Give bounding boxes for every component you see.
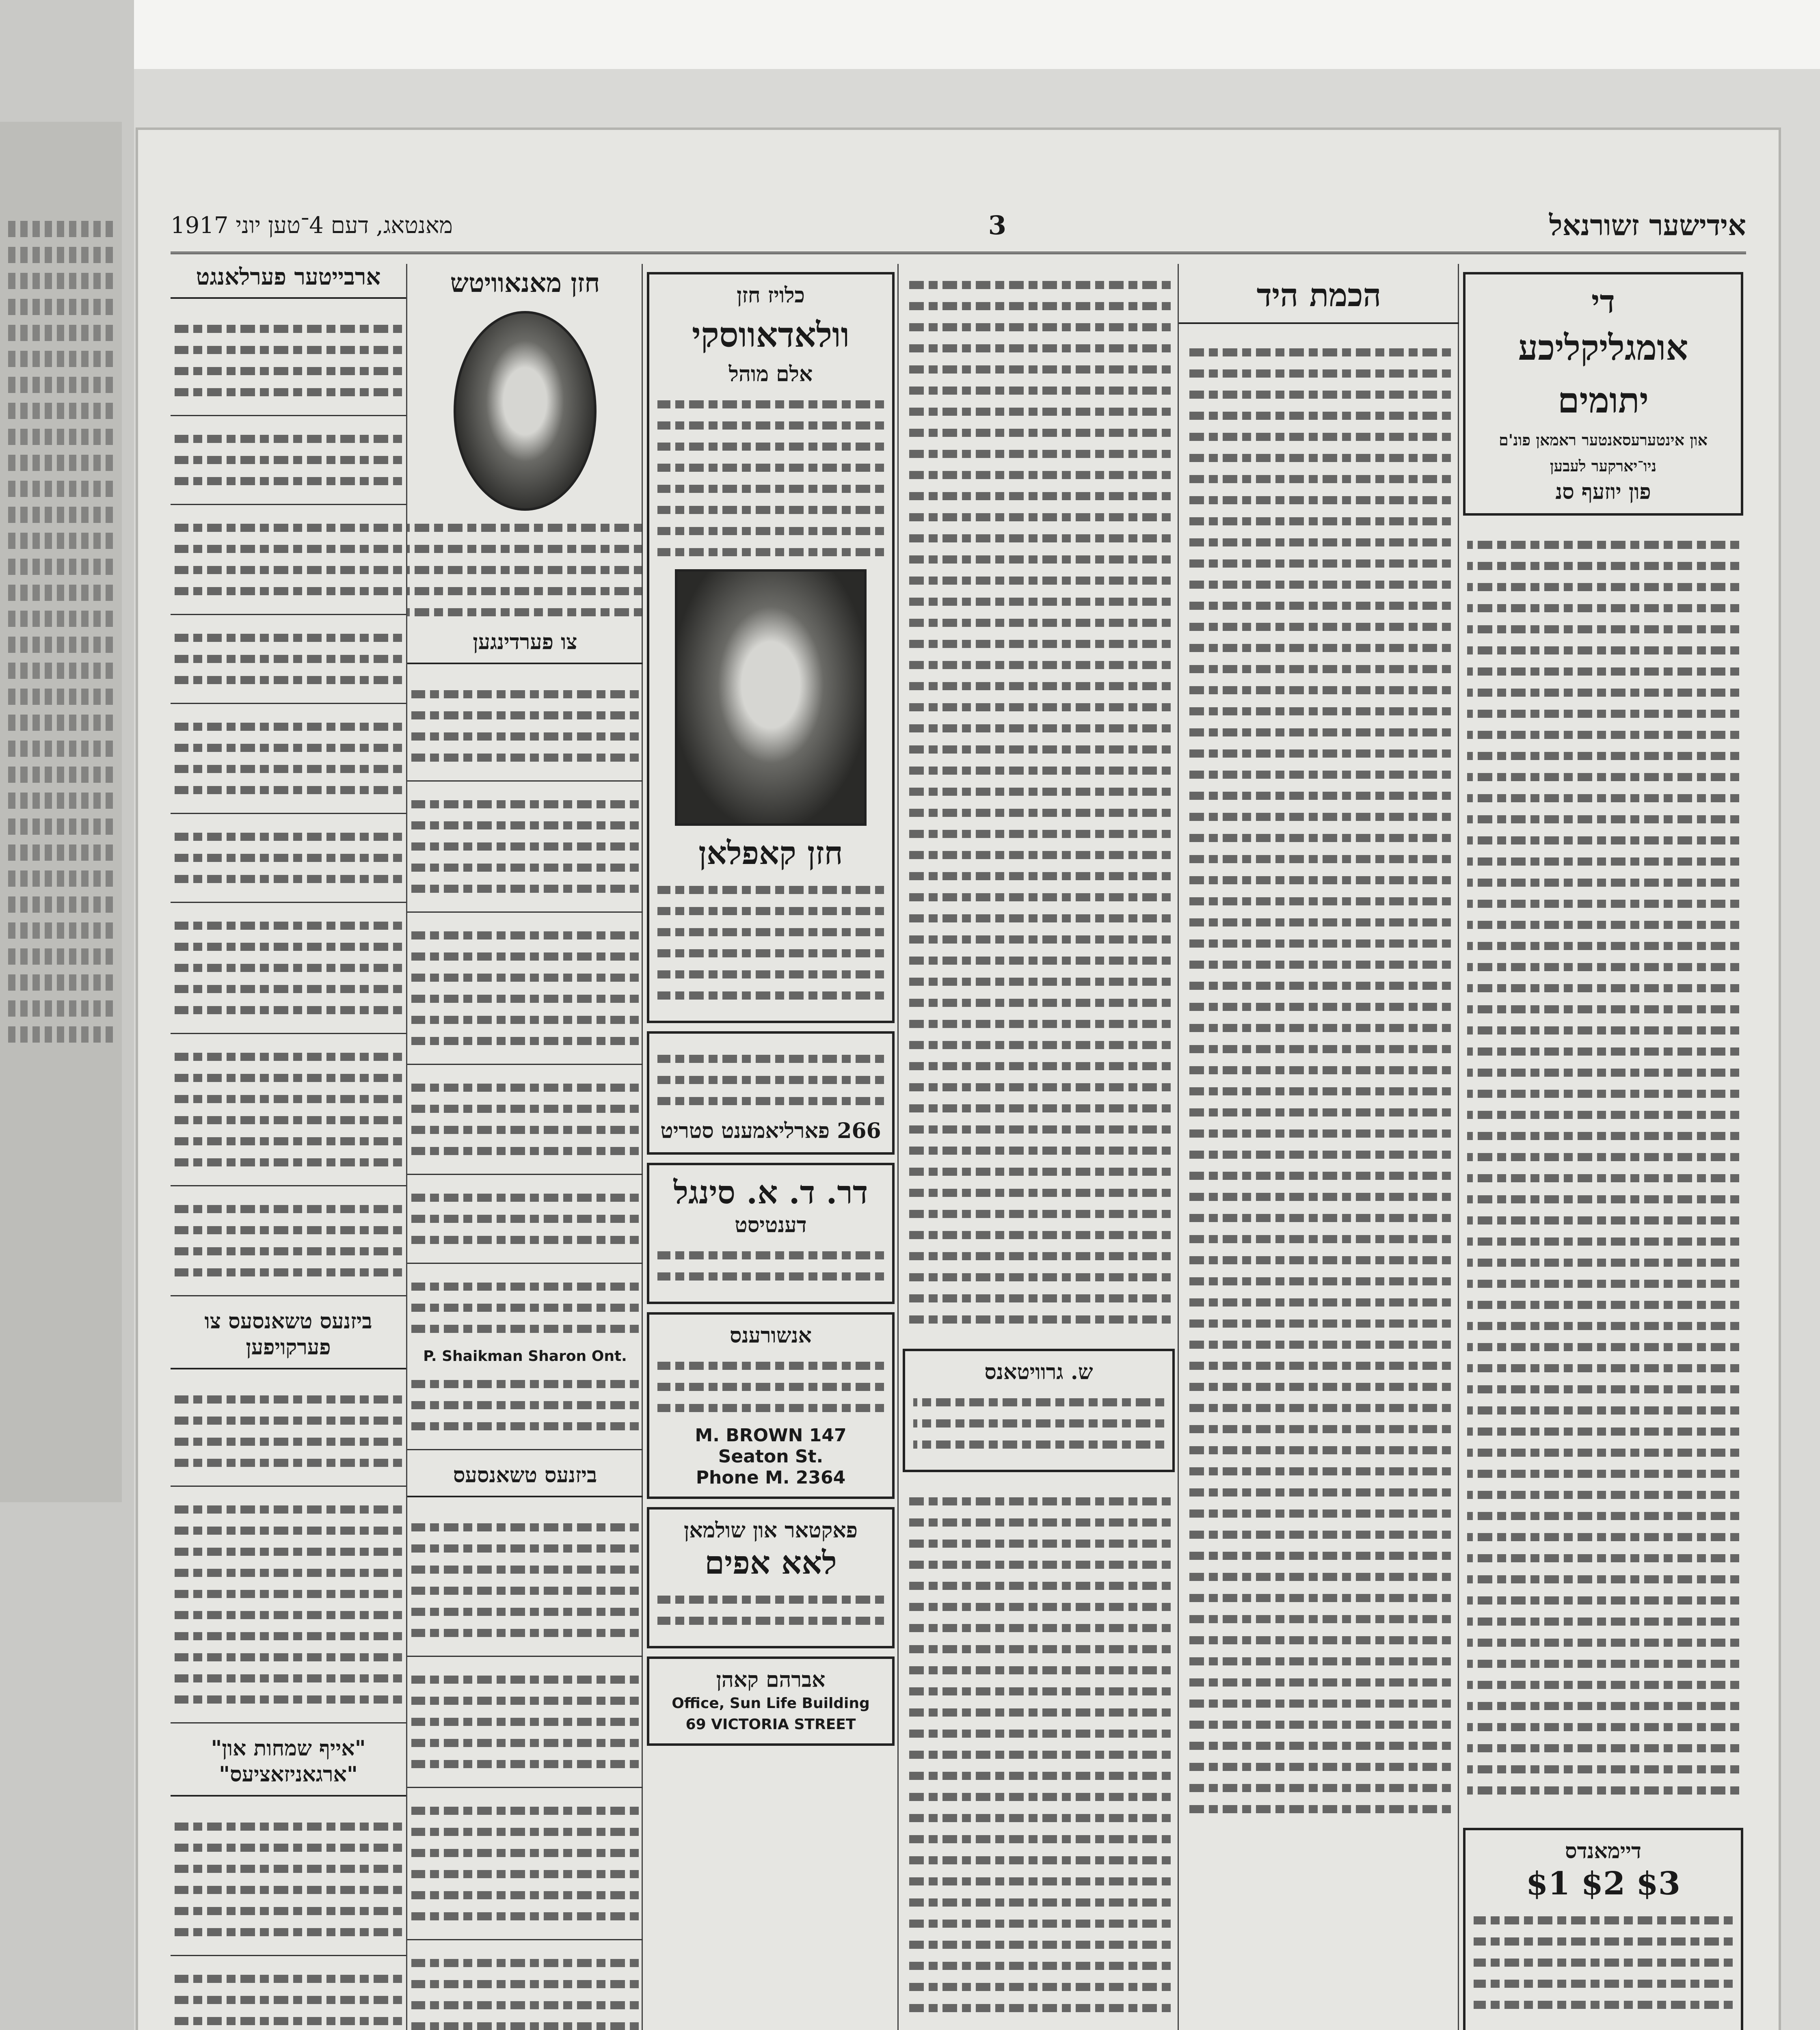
- classified-ad: [171, 814, 406, 903]
- column-classifieds-2: [171, 264, 406, 2030]
- shaikman-ad-text: [411, 1283, 639, 1333]
- furniture-ad-text: [657, 1055, 884, 1105]
- classified-ad: [171, 416, 406, 505]
- diamonds-ad-prices: $1 $2 $3: [1526, 1865, 1680, 1902]
- furniture-ad: [647, 1031, 895, 1155]
- lae-ad-title: לאא אפים: [705, 1544, 837, 1581]
- headline-rule: [1179, 322, 1459, 324]
- column-wisdom-of-hand: [1178, 264, 1459, 2030]
- article-headline: הכמת היד: [1256, 277, 1381, 314]
- classified-ad: [407, 782, 643, 913]
- furniture-ad-address: 266 פארליאמענט סטריט: [660, 1119, 881, 1143]
- section-rule: [171, 297, 406, 299]
- insurance-agent-phone: Phone M. 2364: [696, 1467, 846, 1488]
- grocer-ad-text: [913, 1398, 1164, 1449]
- classified-ad: [171, 615, 406, 704]
- newspaper-title: אידישער זשורנאל: [1549, 208, 1746, 242]
- section-rule: [171, 1368, 406, 1369]
- section-header-for-rent: צו פערדינגען: [473, 630, 577, 654]
- scanner-border-top: [0, 0, 1820, 69]
- cantor-title-line: כלויז חזן: [737, 283, 805, 308]
- dentist-name: דר. ד. א. סינגל: [673, 1174, 868, 1211]
- cantor-kaplan-name: חזן קאפלאן: [698, 835, 843, 872]
- newspaper-page: [138, 130, 1779, 2030]
- classified-ad: [407, 1065, 643, 1175]
- classified-ad: [407, 672, 643, 782]
- page-number: 3: [988, 210, 1014, 241]
- cantor-manowitz-text: [407, 524, 643, 616]
- classified-ad: [407, 1505, 643, 1657]
- serial-title-box: [1463, 272, 1743, 516]
- continued-article-text-2: [899, 1480, 1179, 2029]
- cantor-manowitz-portrait: [454, 311, 597, 511]
- classified-ad: [171, 1186, 406, 1296]
- dentist-ad: [647, 1163, 895, 1304]
- lawyer-office: Office, Sun Life Building: [672, 1695, 870, 1712]
- kosher-grocer-ad: [903, 1349, 1175, 1472]
- cantor-announcement: [647, 272, 895, 1023]
- grocer-ad-title: ש. גרוויטאנס: [984, 1360, 1093, 1384]
- classified-ad: [407, 1657, 643, 1788]
- classified-ad-shaikman: [407, 1264, 643, 1450]
- classified-ad: [407, 1788, 643, 1940]
- serial-byline: פון יוזעף סנ: [1555, 479, 1651, 504]
- section-rule: [171, 1795, 406, 1797]
- shulman-ad-title: פאקטאר און שולמאן: [684, 1518, 858, 1543]
- insurance-ad: [647, 1312, 895, 1499]
- continued-article-text: [899, 264, 1179, 1341]
- shaikman-ad-text-2: [411, 1380, 639, 1430]
- classified-ad: [407, 1940, 643, 2030]
- diamonds-ad-text: [1474, 1916, 1733, 2009]
- column-text-and-ads: [897, 264, 1179, 2030]
- page-masthead: [171, 199, 1746, 254]
- cantor-announcement-text: [657, 400, 884, 556]
- column-serial-novel: [1458, 264, 1747, 2030]
- lawyer-ad: [647, 1656, 895, 1746]
- diamonds-ad: [1463, 1828, 1743, 2030]
- column-cantors-and-ads: [642, 264, 899, 2030]
- serial-body-text: [1459, 524, 1747, 1812]
- dentist-ad-text: [657, 1251, 884, 1281]
- lawyer-street: 69 VICTORIA STREET: [685, 1716, 856, 1733]
- classified-ad: [171, 1377, 406, 1487]
- insurance-ad-text: [657, 1362, 884, 1412]
- insurance-ad-title: אנשורענס: [730, 1323, 812, 1348]
- classified-ad: [171, 1956, 406, 2030]
- tea-shulman-ad: [647, 1507, 895, 1648]
- cantor-name: וולאדאווסקי: [692, 315, 850, 355]
- serial-headline: אומגליקליכע יתומים: [1518, 327, 1688, 421]
- shulman-ad-text: [657, 1596, 884, 1625]
- section-header-help-wanted: ארבייטער פערלאנגט: [196, 264, 381, 290]
- cantor-kaplan-text: [657, 886, 884, 1000]
- insurance-agent-address: M. BROWN 147 Seaton St.: [695, 1425, 847, 1467]
- section-rule: [407, 1496, 643, 1497]
- diamonds-ad-title: דיימאנדס: [1565, 1839, 1641, 1864]
- classified-ad: [171, 903, 406, 1034]
- column-classifieds-1: [406, 264, 643, 2030]
- shaikman-name: P. Shaikman Sharon Ont.: [423, 1348, 627, 1365]
- section-rule: [407, 663, 643, 664]
- dentist-title: דענטיסט: [735, 1213, 807, 1237]
- cantor-manowitz-title: חזן מאנאוויטש: [450, 268, 600, 298]
- serial-subheadline: און אינטערעסאנטער ראמאן פונ'ם ניו־יארקער לעבען: [1498, 431, 1708, 475]
- section-header-business: ביזנעס טשאנסעס: [453, 1463, 597, 1488]
- adjacent-page-strip: [0, 0, 134, 2030]
- lawyer-name: אברהם קאהן: [716, 1667, 826, 1692]
- cantor-venue: אלם מוהל: [728, 362, 813, 387]
- issue-date: מאנטאג, דעם 4־טען יוני 1917: [171, 212, 453, 239]
- cantor-portrait: [675, 569, 867, 826]
- classified-ad: [171, 505, 406, 615]
- classified-ad: [171, 1034, 406, 1186]
- serial-headline-prefix: די: [1591, 283, 1615, 320]
- classified-ad: [407, 913, 643, 1065]
- section-header-business-for-sale: ביזנעס טשאנסעס צו פערקויפען: [204, 1309, 372, 1360]
- classified-ad: [171, 1487, 406, 1723]
- adjacent-page-text: [8, 211, 114, 1673]
- classified-ad: [171, 704, 406, 814]
- article-body-text: [1179, 331, 1459, 1830]
- classified-ad: [171, 1804, 406, 1956]
- section-header-celebrations: "אייף שמחות און" "ארגאניזאציעס": [211, 1736, 366, 1787]
- classified-ad: [171, 306, 406, 416]
- classified-ad: [407, 1175, 643, 1264]
